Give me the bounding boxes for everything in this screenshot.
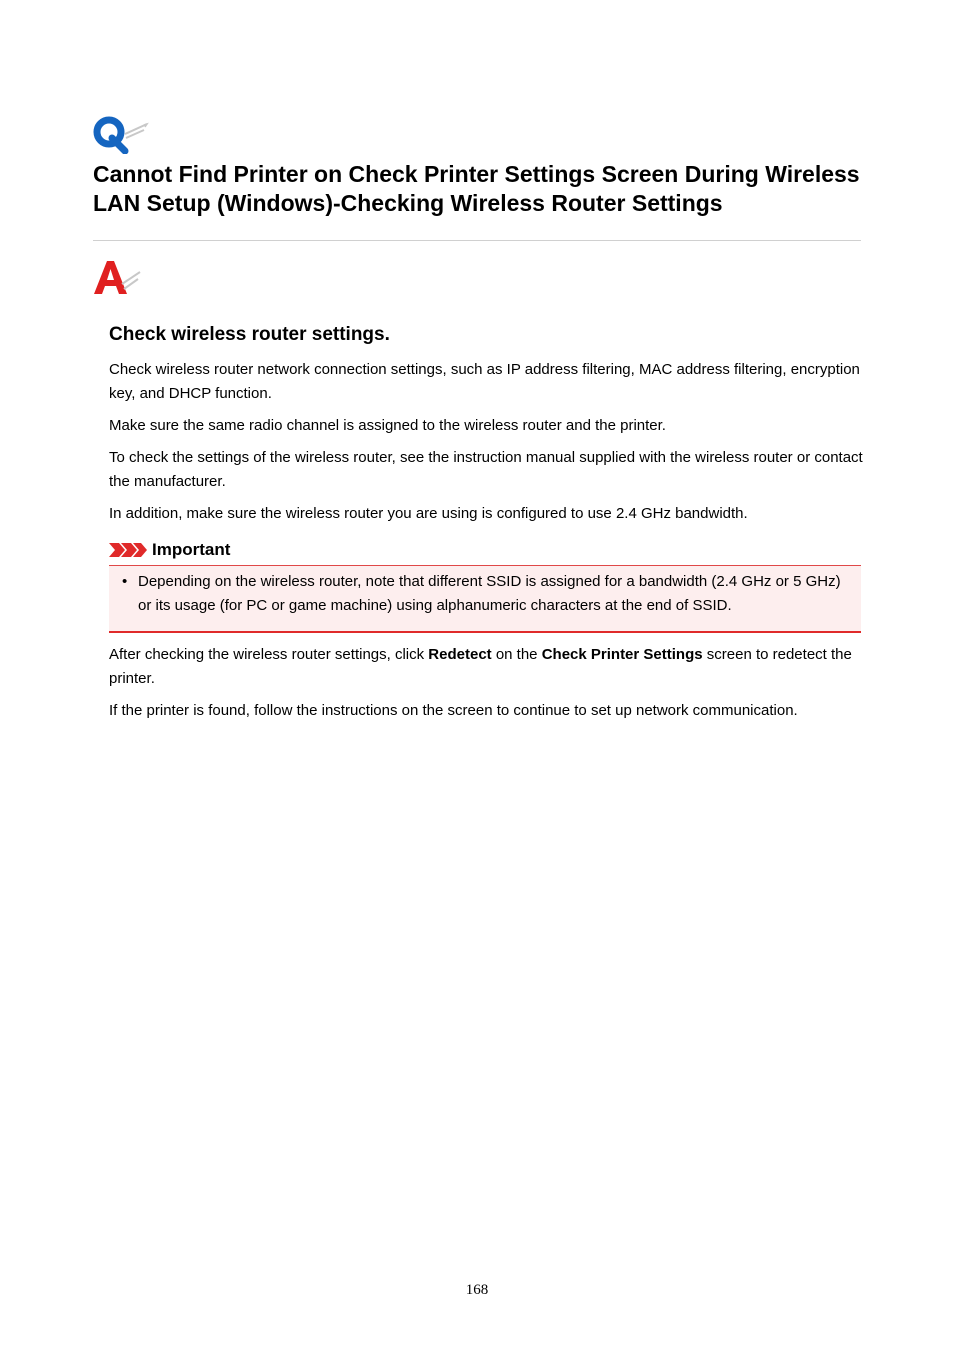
- section-heading: Check wireless router settings.: [109, 324, 390, 345]
- bullet-icon: •: [122, 573, 128, 590]
- important-header: [109, 538, 230, 562]
- paragraph-connection-settings: Check wireless router network connection settings, such as IP address filtering, MAC address filtering, encryption key, and DHCP function.: [109, 361, 860, 402]
- redetect-text-3: screen to redetect the printer.: [109, 646, 852, 687]
- paragraph-redetect: [109, 643, 864, 691]
- a-icon: [92, 258, 142, 298]
- redetect-keyword: Redetect: [428, 646, 492, 663]
- important-item: Depending on the wireless router, note that different SSID is assigned for a bandwidth (2.4 GHz or 5 GHz) or its usage (for PC or game machine) using alphanumeric characters at the end of SSID.: [138, 573, 841, 614]
- title-divider: [93, 240, 861, 241]
- important-box: [109, 565, 861, 633]
- page-title: Cannot Find Printer on Check Printer Settings Screen During Wireless LAN Setup (Windows)-Checking Wireless Router Settings: [93, 161, 860, 216]
- paragraph-instruction-manual: To check the settings of the wireless router, see the instruction manual supplied with the wireless router or contact the manufacturer.: [109, 449, 863, 490]
- paragraph-radio-channel: Make sure the same radio channel is assigned to the wireless router and the printer.: [109, 417, 666, 434]
- page-number: 168: [465, 1282, 489, 1298]
- paragraph-bandwidth: In addition, make sure the wireless router you are using is configured to use 2.4 GHz bandwidth.: [109, 505, 748, 522]
- important-arrows-icon: [109, 541, 149, 559]
- q-icon: [92, 114, 150, 154]
- redetect-text-1: After checking the wireless router settings, click: [109, 646, 429, 663]
- paragraph-printer-found: If the printer is found, follow the instructions on the screen to continue to set up network communication.: [109, 702, 798, 719]
- redetect-text-2: on the: [491, 646, 542, 663]
- important-label: Important: [152, 540, 231, 559]
- check-printer-settings-keyword: Check Printer Settings: [541, 646, 703, 663]
